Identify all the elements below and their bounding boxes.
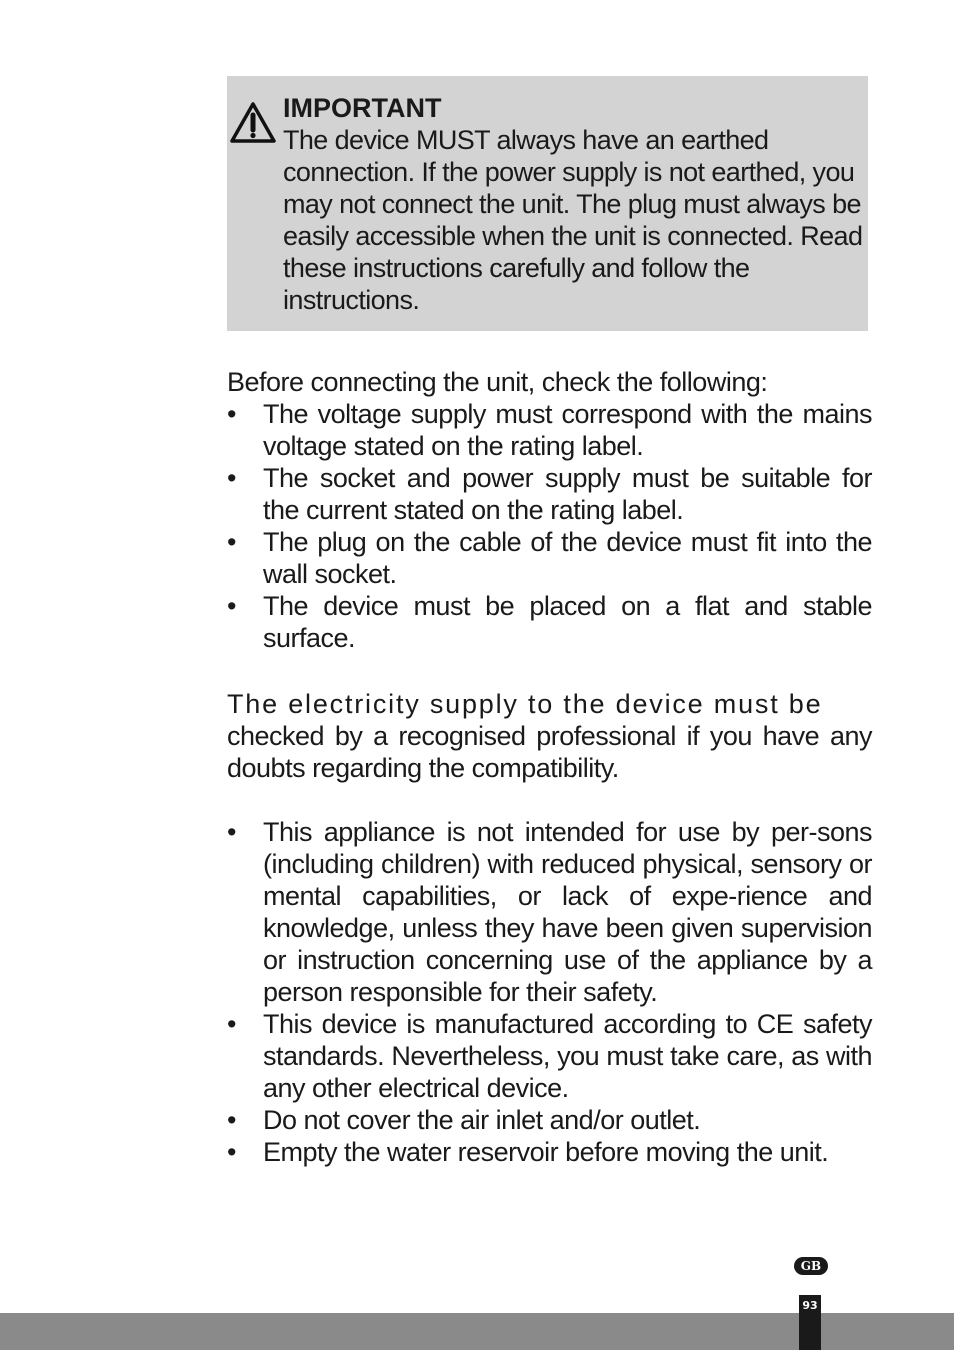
important-text bbox=[283, 92, 863, 316]
list-item: • This appliance is not intended for use by per-sons (including children) with reduced physical, sensory or mental capabilities, or lack of expe-rience and knowledge, unless they have been given supervision or instruction concerning use of the appliance by a person responsible for their safety. bbox=[227, 816, 872, 1008]
list-item: • The plug on the cable of the device must fit into the wall socket. bbox=[227, 526, 872, 590]
list-item: • The voltage supply must correspond with the mains voltage stated on the rating label. bbox=[227, 398, 872, 462]
important-notice-box bbox=[227, 76, 868, 331]
page-number: 93 bbox=[799, 1295, 821, 1350]
safety-list bbox=[227, 816, 872, 1168]
electricity-note bbox=[227, 688, 872, 784]
important-title: IMPORTANT bbox=[283, 93, 442, 123]
list-item: • The socket and power supply must be suitable for the current stated on the rating label. bbox=[227, 462, 872, 526]
list-item: • Do not cover the air inlet and/or outlet. bbox=[227, 1104, 872, 1136]
electricity-note-line1: The electricity supply to the device must be bbox=[227, 689, 823, 719]
list-item: • The device must be placed on a flat and stable surface. bbox=[227, 590, 872, 654]
important-body: The device MUST always have an earthed connection. If the power supply is not earthed, you may not connect the unit. The plug must always be easily accessible when the unit is connected. Read these instructions carefully and follow the instructions. bbox=[283, 125, 863, 315]
list-item: • This device is manufactured according to CE safety standards. Nevertheless, you must take care, as with any other electrical device. bbox=[227, 1008, 872, 1104]
warning-triangle-icon bbox=[229, 101, 277, 145]
list-item: • Empty the water reservoir before moving the unit. bbox=[227, 1136, 872, 1168]
intro-text: Before connecting the unit, check the following: bbox=[227, 367, 768, 397]
language-badge: GB bbox=[794, 1257, 828, 1275]
pre-connection-checklist bbox=[227, 398, 872, 654]
electricity-note-rest: checked by a recognised professional if you have any doubts regarding the compatibility. bbox=[227, 721, 872, 783]
